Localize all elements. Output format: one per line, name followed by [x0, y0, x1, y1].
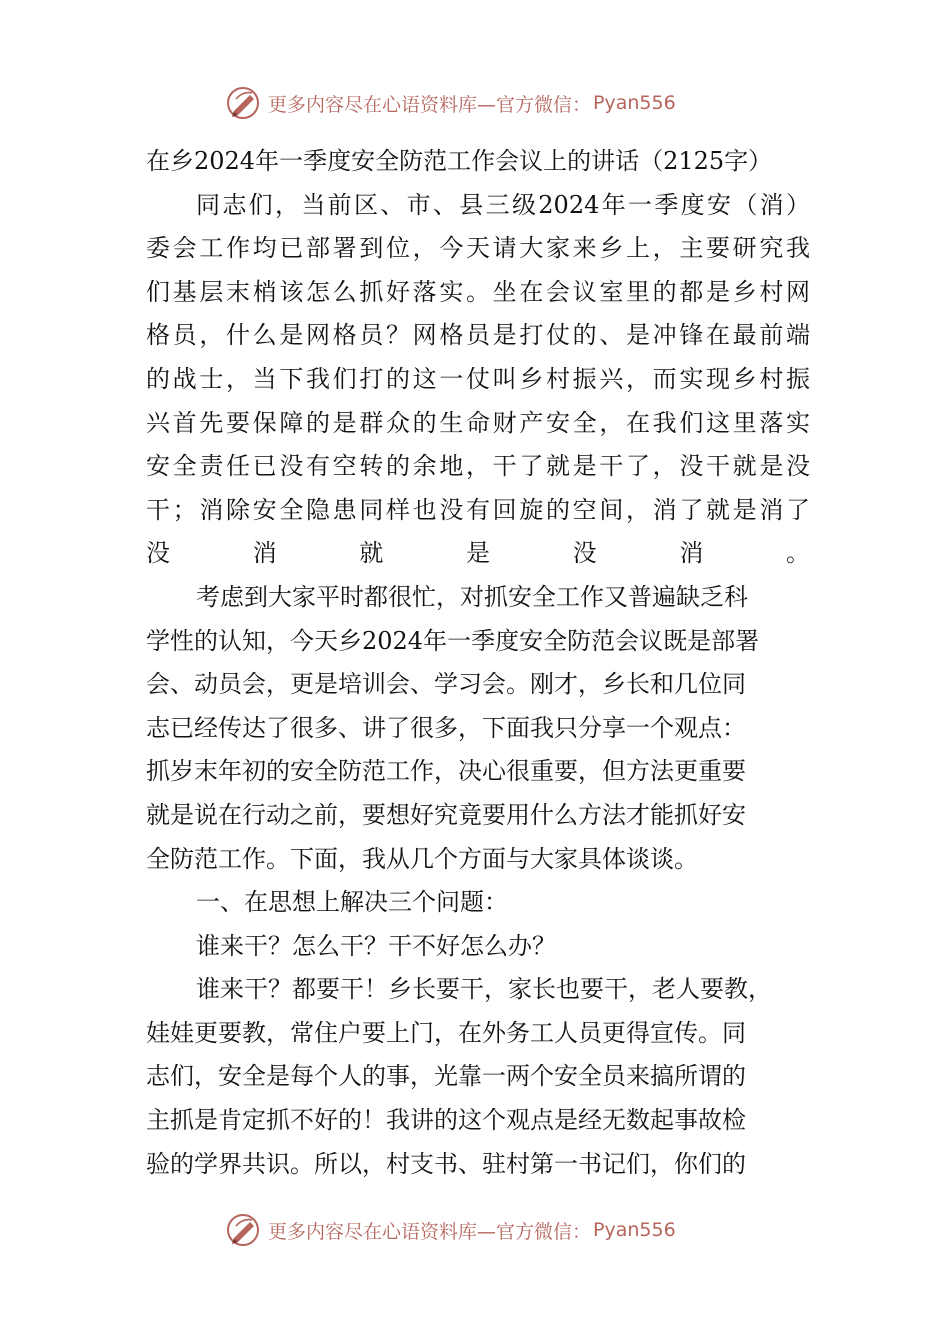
paragraph-3: [146, 968, 810, 1186]
text-line: 兴首先要保障的是群众的生命财产安全，在我们这里落实: [146, 408, 810, 437]
text-line: 就是说在行动之前，要想好究竟要用什么方法才能抓好安: [146, 800, 746, 829]
wechat-id: Pyan556: [593, 92, 676, 114]
wechat-id: Pyan556: [593, 1219, 676, 1241]
text-line: 全防范工作。下面，我从几个方面与大家具体谈谈。: [146, 844, 698, 873]
section-heading: [146, 881, 810, 925]
text-line: 会、动员会，更是培训会、学习会。刚才，乡长和几位同: [146, 670, 746, 699]
text-line: 格员，什么是网格员？网格员是打仗的、是冲锋在最前端: [146, 321, 810, 350]
text-line: 志已经传达了很多、讲了很多，下面我只分享一个观点：: [146, 713, 746, 742]
text-line: 一、在思想上解决三个问题：: [196, 888, 508, 917]
text-line: 抓岁末年初的安全防范工作，决心很重要，但方法更重要: [146, 757, 746, 786]
text-line: 同志们，当前区、市、县三级2024年一季度安（消）: [196, 190, 810, 219]
text-line: 委会工作均已部署到位，今天请大家来乡上，主要研究我: [146, 234, 810, 263]
text-line: 干；消除安全隐患同样也没有回旋的空间，消了就是消了: [146, 495, 810, 524]
document-body: [146, 140, 810, 1186]
text-line: 考虑到大家平时都很忙，对抓安全工作又普遍缺乏科: [196, 582, 748, 611]
banner-text: 更多内容尽在心语资料库—官方微信：: [268, 1220, 592, 1243]
text-line: 验的学界共识。所以，村支书、驻村第一书记们，你们的: [146, 1149, 746, 1178]
text-line: 志们，安全是每个人的事，光靠一两个安全员来搞所谓的: [146, 1062, 746, 1091]
banner-text: 更多内容尽在心语资料库—官方微信：: [268, 93, 592, 116]
text-line: 没消就是没消。: [146, 539, 810, 568]
header-watermark-banner: [226, 83, 746, 123]
pen-logo-icon: [226, 1212, 262, 1248]
text-line: 谁来干？都要干！乡长要干，家长也要干，老人要教，: [196, 975, 772, 1004]
footer-watermark-banner: [226, 1210, 746, 1250]
text-line: 主抓是肯定抓不好的！我讲的这个观点是经无数起事故检: [146, 1106, 746, 1135]
text-line: 学性的认知，今天乡2024年一季度安全防范会议既是部署: [146, 626, 760, 655]
paragraph-2: [146, 576, 810, 881]
sub-heading: [146, 925, 810, 969]
text-line: 安全责任已没有空转的余地，干了就是干了，没干就是没: [146, 452, 810, 481]
text-line: 们基层末梢该怎么抓好落实。坐在会议室里的都是乡村网: [146, 277, 810, 306]
text-line: 娃娃更要教，常住户要上门，在外务工人员更得宣传。同: [146, 1018, 746, 1047]
paragraph-1: [146, 184, 810, 576]
text-line: 的战士，当下我们打的这一仗叫乡村振兴，而实现乡村振: [146, 364, 810, 393]
pen-logo-icon: [226, 85, 262, 121]
text-line: 谁来干？怎么干？干不好怎么办？: [196, 931, 556, 960]
document-title: 在乡2024年一季度安全防范工作会议上的讲话（2125字）: [146, 147, 773, 175]
